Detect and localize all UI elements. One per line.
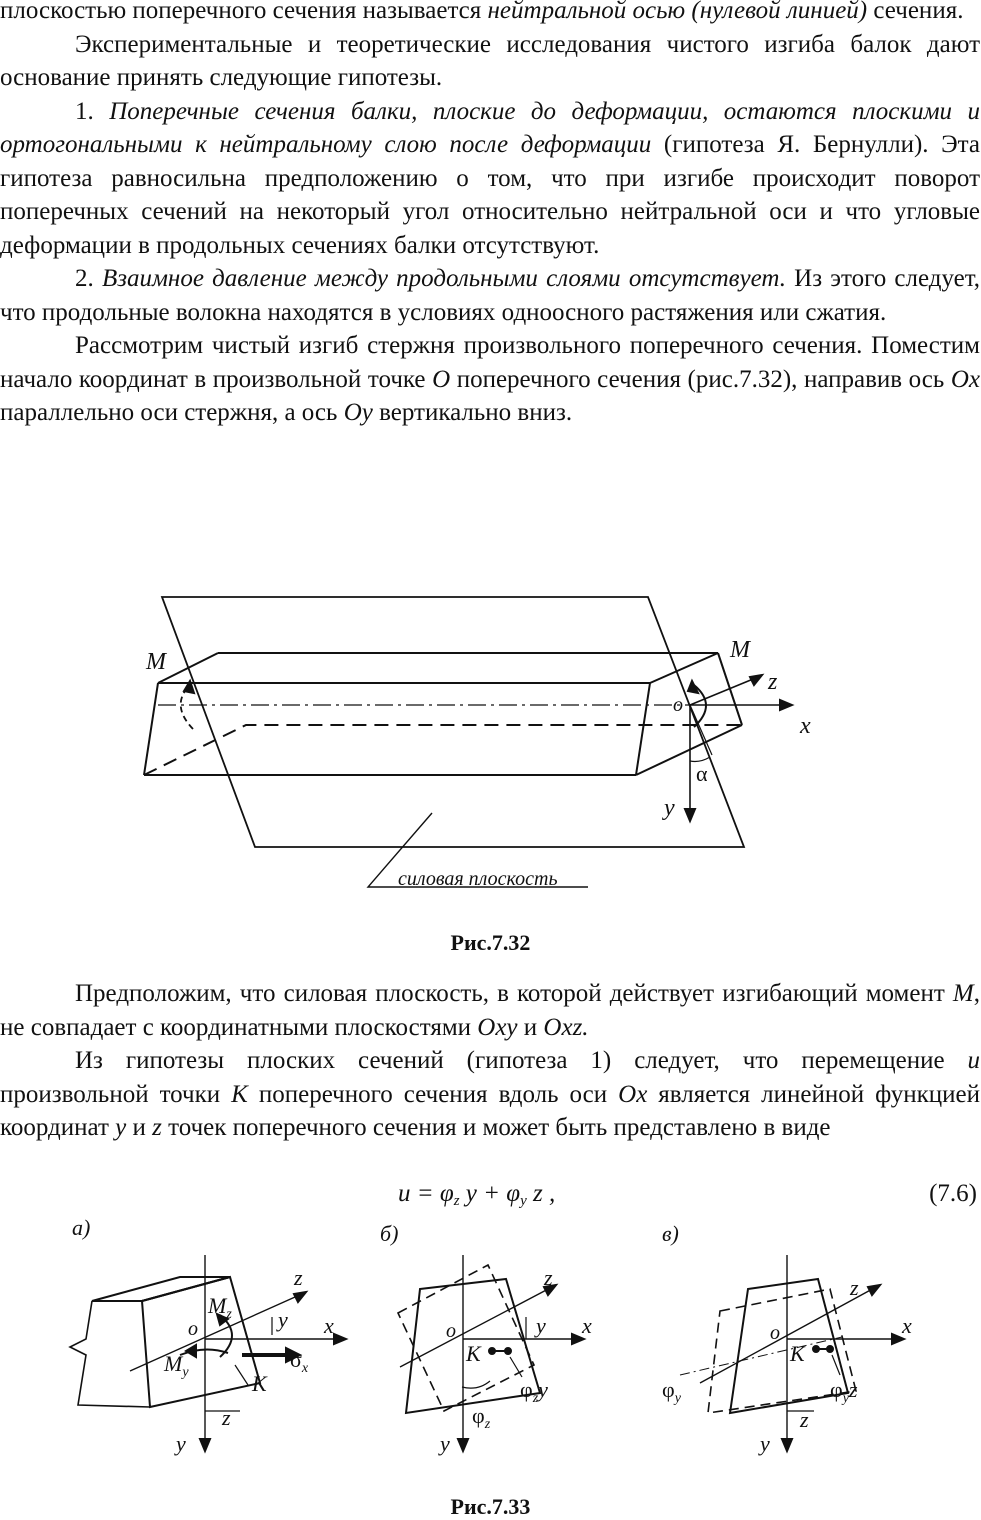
panel-a-label: а) <box>72 1215 91 1240</box>
panel-b-label: б) <box>380 1221 399 1246</box>
hypothesis-1-statement: Поперечные сечения балки, плоские до деформации, остаются плоскими и ортогональными к нейтральному слою после деформации <box>0 97 981 158</box>
panel-a-x-label: x <box>324 1313 334 1338</box>
origin-label: o <box>673 694 683 716</box>
hypothesis-2-statement: Взаимное давление между продольными слоями отсутствует. <box>101 265 786 292</box>
moment-label-right: M <box>730 637 750 663</box>
panel-a-z-dim-label: z <box>222 1405 231 1430</box>
moment-my-label: $M_y$ <box>164 1351 189 1380</box>
panel-a-z-label: z <box>294 1265 303 1290</box>
paragraph-coordinate-setup: Рассмотрим чистый изгиб стержня произвольного поперечного сечения. Поместим начало координат в произвольной точке O поперечного сечения (рис.7.32), направив ось Ox параллельно оси стержня, а ось Oy вертикально вниз. <box>0 332 980 426</box>
force-plane-label: силовая плоскость <box>398 868 558 890</box>
panel-c-z-dim-label: z <box>800 1407 809 1432</box>
paragraph-force-plane: Предположим, что силовая плоскость, в которой действует изгибающий момент M, не совпадает с координатными плоскостями Oxy и Oxz. <box>0 980 980 1041</box>
paragraph-hypothesis-1: 1. Поперечные сечения балки, плоские до деформации, остаются плоскими и ортогональными к нейтральному слою после деформации (гипотеза Я. Бернулли). Эта гипотеза равносильна предположению о том, что при изгибе происходит поворот поперечных сечений на некоторый угол относительно нейтральной оси и что угловые деформации в продольных сечениях балки отсутствуют. <box>0 97 981 259</box>
panel-c-origin-label: o <box>770 1322 780 1344</box>
panel-b-phi-z-label: $\varphi_z$ <box>472 1403 491 1432</box>
text-block-top <box>0 0 980 430</box>
formula-7-6 <box>0 1180 981 1214</box>
panel-a-y-label: y <box>176 1431 186 1456</box>
paragraph-hypothesis-2: 2. Взаимное давление между продольными слоями отсутствует. Из этого следует, что продольные волокна находятся в условиях одноосного растяжения или сжатия. <box>0 265 981 326</box>
panel-c-phi-y-z-label: $\varphi_yz$ <box>830 1377 858 1406</box>
text-block-bottom <box>0 977 980 1145</box>
axis-label-x: x <box>800 713 811 739</box>
panel-b-phi-z-y-label: $\varphi_zy$ <box>520 1377 548 1406</box>
panel-a-origin-label: o <box>188 1318 198 1340</box>
figure-7-32 <box>0 585 981 905</box>
panel-b-origin-label: o <box>446 1320 456 1342</box>
figure-7-33-panel-b <box>398 1255 584 1451</box>
panel-c-x-label: x <box>902 1313 912 1338</box>
panel-b-k-label: K <box>466 1341 481 1366</box>
panel-c-label: в) <box>662 1221 679 1246</box>
panel-c-k-label: K <box>790 1341 805 1366</box>
panel-b-z-label: z <box>544 1265 553 1290</box>
figure-7-33-caption: Рис.7.33 <box>450 1494 531 1519</box>
panel-c-y-label: y <box>760 1431 770 1456</box>
figure-7-32-caption: Рис.7.32 <box>450 930 531 955</box>
force-plane <box>162 597 744 847</box>
moment-mz-label: $M_z$ <box>208 1293 232 1322</box>
stress-sigma-label: $\sigma_x$ <box>290 1347 309 1376</box>
formula-number: (7.6) <box>929 1180 977 1207</box>
paragraph-neutral-axis: плоскостью поперечного сечения называется нейтральной осью (нулевой линией) сечения. <box>0 0 980 28</box>
panel-b-y-dim-label: y <box>536 1313 546 1338</box>
axis-label-z: z <box>768 669 778 695</box>
panel-b-x-label: x <box>582 1313 592 1338</box>
figure-7-33 <box>0 1215 981 1475</box>
term-neutral-axis: нейтральной осью (нулевой линией) <box>487 0 868 24</box>
moment-label-left: M <box>146 649 166 675</box>
panel-c-z-label: z <box>850 1275 859 1300</box>
paragraph-displacement: Из гипотезы плоских сечений (гипотеза 1) следует, что перемещение u произвольной точки K поперечного сечения вдоль оси Ox является линейной функцией координат y и z точек поперечного сечения и может быть представлено в виде <box>0 1047 980 1141</box>
panel-b-y-label: y <box>440 1431 450 1456</box>
panel-a-k-label: K <box>252 1371 267 1396</box>
paragraph-hypotheses-intro: Экспериментальные и теоретические исследования чистого изгиба балок дают основание принять следующие гипотезы. <box>0 30 980 91</box>
axis-label-y: y <box>664 795 675 821</box>
angle-alpha-label: α <box>696 761 708 786</box>
panel-c-phi-y-label: $\varphi_y$ <box>662 1377 681 1406</box>
formula-body: $u = \varphi_z$ $y + \varphi_y$ z , <box>398 1180 556 1209</box>
panel-a-y-dim-label: y <box>278 1307 288 1332</box>
figure-7-33-panel-a <box>70 1255 346 1451</box>
